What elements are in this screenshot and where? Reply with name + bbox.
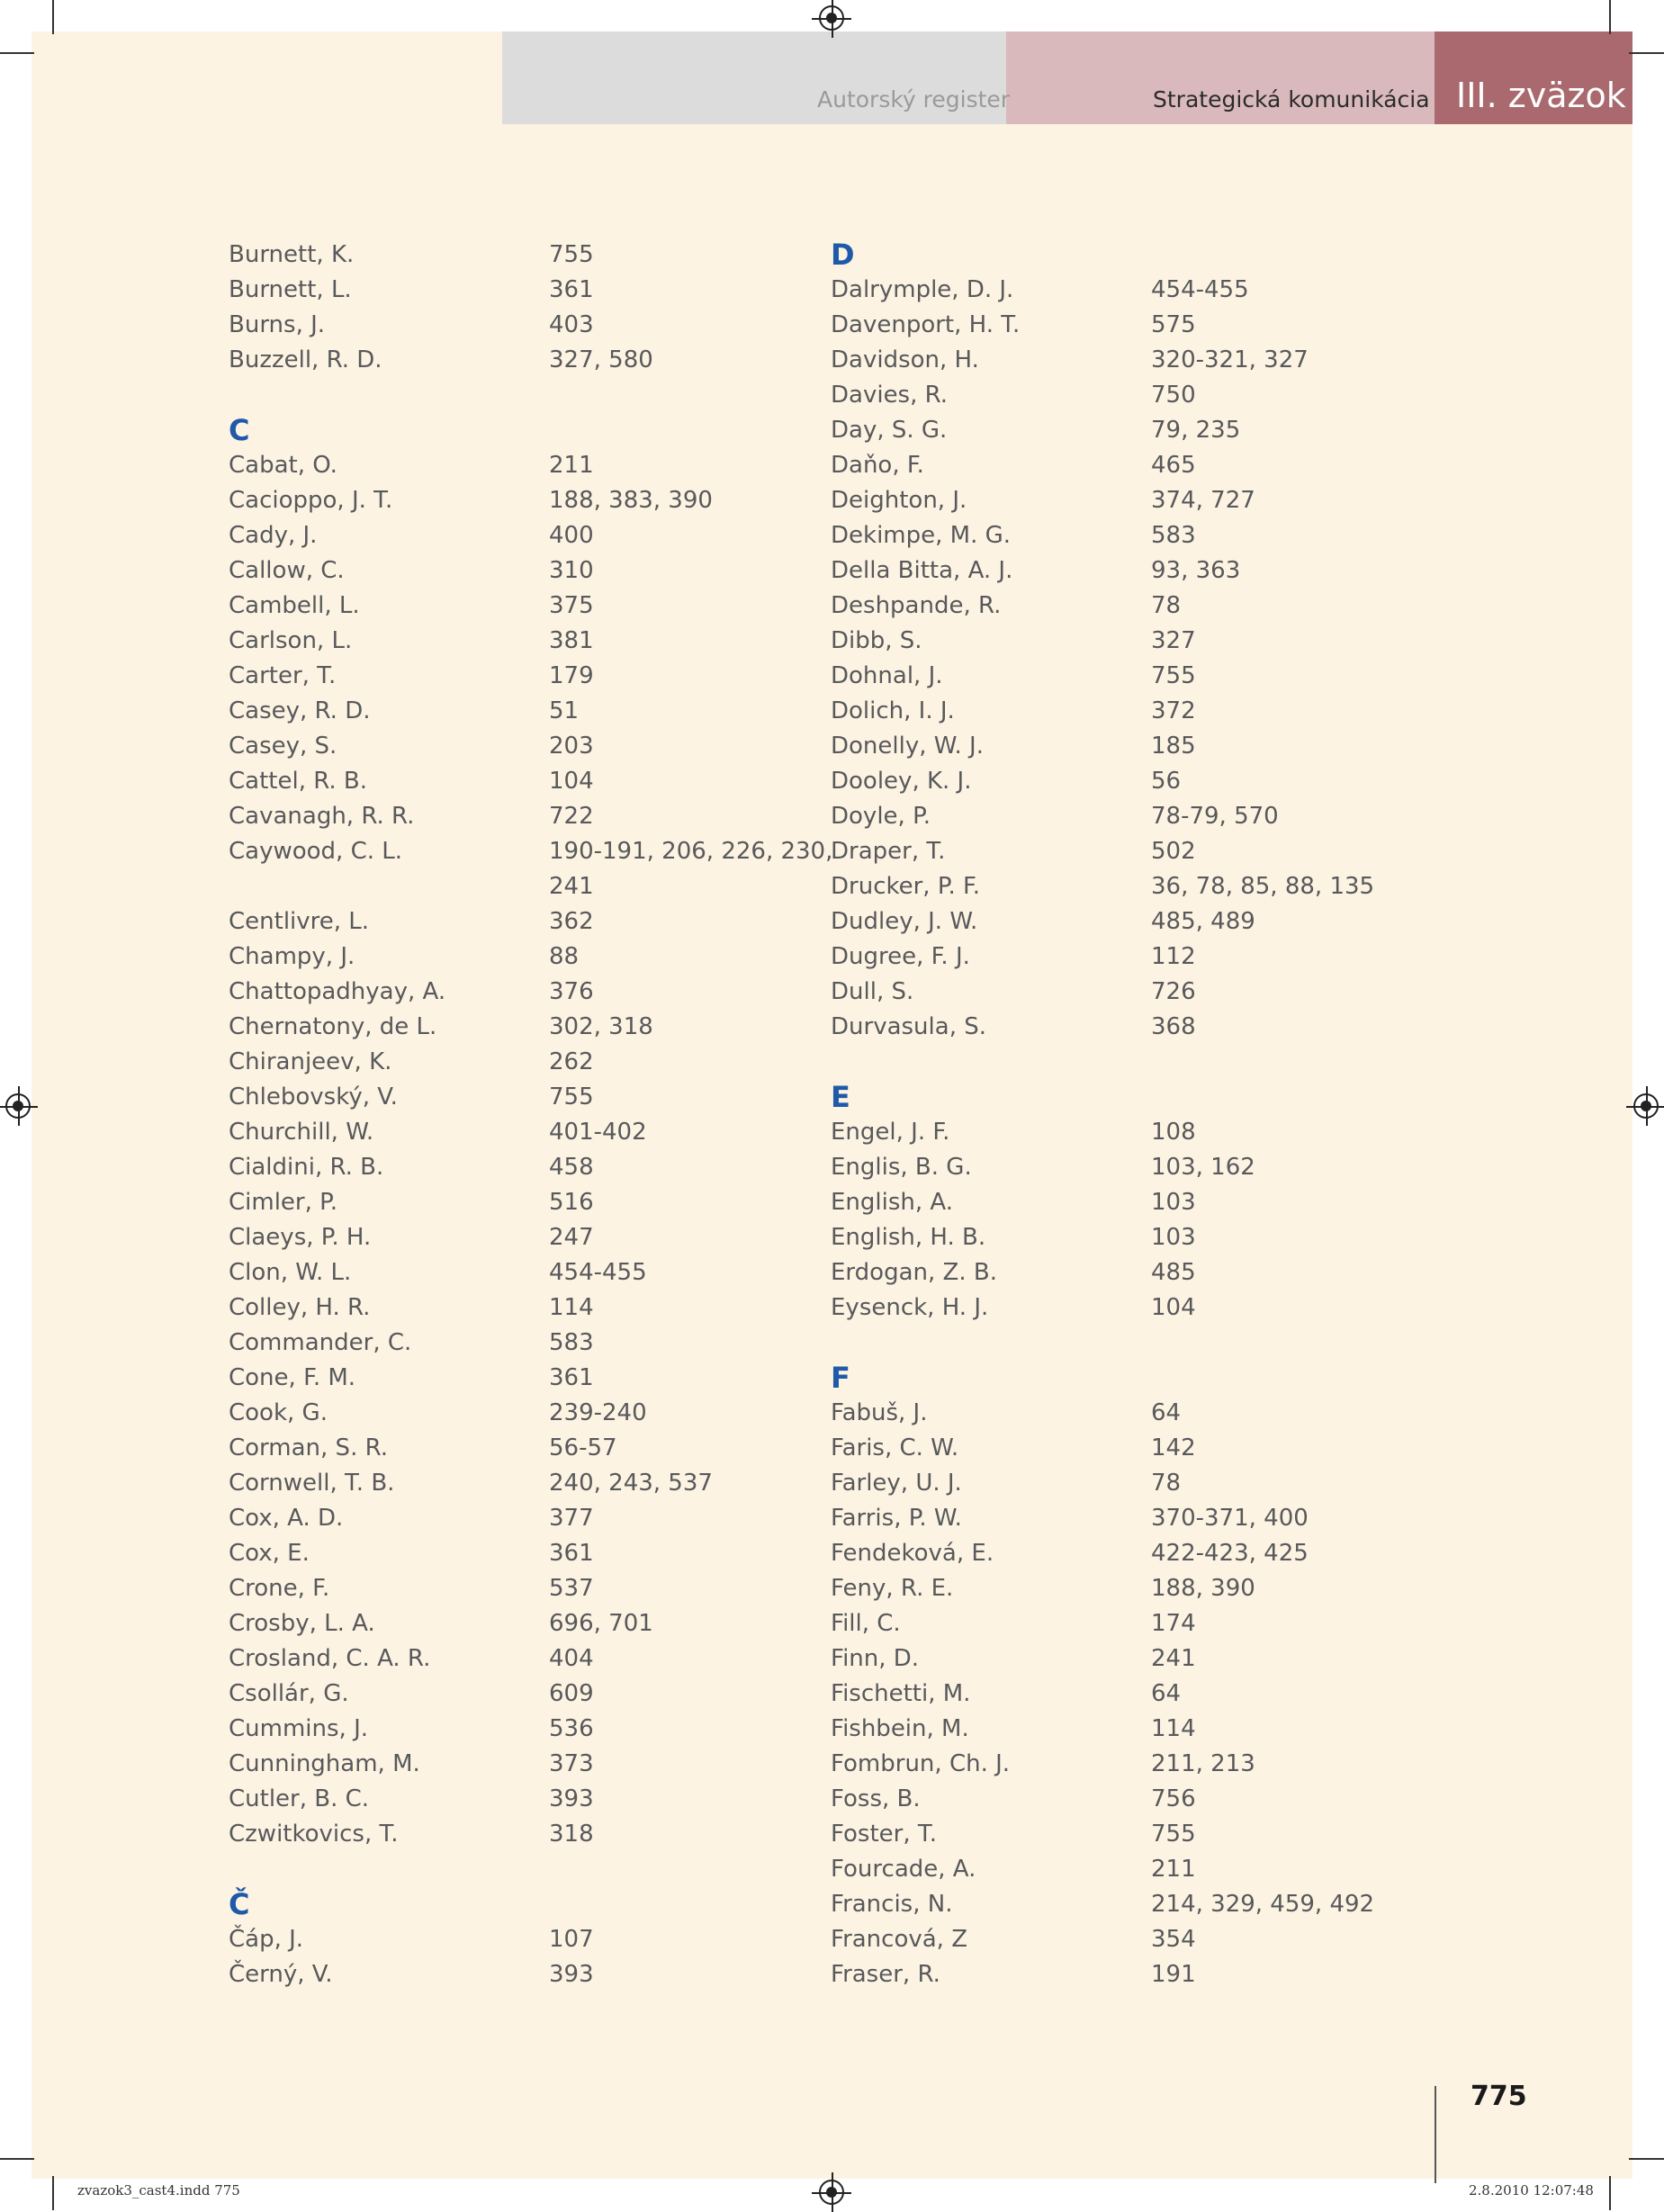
author-name: English, A.: [831, 1189, 954, 1216]
author-name: Burns, J.: [229, 311, 326, 338]
author-name: Burnett, L.: [229, 276, 352, 303]
page-references: 214, 329, 459, 492: [1151, 1891, 1375, 1918]
page-references: 722: [549, 803, 594, 830]
author-name: Cornwell, T. B.: [229, 1470, 395, 1497]
page-references: 750: [1151, 382, 1196, 409]
author-name: Carlson, L.: [229, 627, 353, 654]
page-references: 179: [549, 662, 594, 689]
author-name: Casey, S.: [229, 733, 337, 760]
author-name: Burnett, K.: [229, 241, 355, 268]
author-name: Draper, T.: [831, 838, 946, 865]
page-references: 575: [1151, 311, 1196, 338]
page-references: 239-240: [549, 1399, 647, 1426]
author-name: Cummins, J.: [229, 1715, 368, 1742]
author-name: Chiranjeev, K.: [229, 1048, 392, 1075]
author-name: Cox, E.: [229, 1540, 310, 1567]
page-references: 583: [549, 1329, 594, 1356]
author-name: Francová, Z: [831, 1926, 968, 1953]
page-references: 320-321, 327: [1151, 346, 1309, 373]
author-name: Deshpande, R.: [831, 592, 1002, 619]
author-name: Daňo, F.: [831, 452, 924, 479]
page-references: 502: [1151, 838, 1196, 865]
page-references: 211: [549, 452, 594, 479]
author-name: Crosby, L. A.: [229, 1610, 375, 1637]
letter-heading: Č: [229, 1887, 250, 1921]
author-name: Corman, S. R.: [229, 1434, 388, 1461]
author-name: Cady, J.: [229, 522, 318, 549]
page-references: 64: [1151, 1399, 1182, 1426]
page-references: 190-191, 206, 226, 230,: [549, 838, 833, 865]
author-name: Davidson, H.: [831, 346, 979, 373]
page-references: 361: [549, 1540, 594, 1567]
author-name: Chlebovský, V.: [229, 1084, 398, 1110]
author-name: Fraser, R.: [831, 1961, 940, 1988]
page-references: 381: [549, 627, 594, 654]
author-name: Dekimpe, M. G.: [831, 522, 1012, 549]
author-name: Cimler, P.: [229, 1189, 338, 1216]
page-references: 362: [549, 908, 594, 935]
author-name: Dohnal, J.: [831, 662, 943, 689]
page-references: 241: [549, 873, 594, 900]
author-name: Cialdini, R. B.: [229, 1154, 384, 1181]
author-name: Dibb, S.: [831, 627, 922, 654]
page-references: 485: [1151, 1259, 1196, 1286]
page-references: 361: [549, 276, 594, 303]
page-references: 211: [1151, 1856, 1196, 1883]
author-name: Fabuš, J.: [831, 1399, 928, 1426]
author-name: Cacioppo, J. T.: [229, 487, 393, 514]
page-references: 726: [1151, 978, 1196, 1005]
author-name: Cone, F. M.: [229, 1364, 356, 1391]
author-name: Erdogan, Z. B.: [831, 1259, 997, 1286]
page-references: 241: [1151, 1645, 1196, 1672]
registration-mark-icon: [1633, 1093, 1659, 1119]
author-name: Durvasula, S.: [831, 1013, 986, 1040]
page-references: 361: [549, 1364, 594, 1391]
author-name: Fendeková, E.: [831, 1540, 994, 1567]
page-references: 188, 390: [1151, 1575, 1255, 1602]
page-references: 374, 727: [1151, 487, 1255, 514]
page-references: 247: [549, 1224, 594, 1251]
author-name: Donelly, W. J.: [831, 733, 984, 760]
page-references: 318: [549, 1821, 594, 1848]
author-name: Drucker, P. F.: [831, 873, 981, 900]
page-references: 302, 318: [549, 1013, 653, 1040]
page-references: 404: [549, 1645, 594, 1672]
author-name: Dooley, K. J.: [831, 768, 972, 795]
author-name: Francis, N.: [831, 1891, 953, 1918]
page-references: 755: [1151, 662, 1196, 689]
author-name: English, H. B.: [831, 1224, 986, 1251]
page-references: 609: [549, 1680, 594, 1707]
page-references: 403: [549, 311, 594, 338]
author-name: Della Bitta, A. J.: [831, 557, 1013, 584]
author-name: Fill, C.: [831, 1610, 901, 1637]
author-name: Cunningham, M.: [229, 1750, 420, 1777]
crop-mark: [1629, 2158, 1664, 2160]
author-name: Foss, B.: [831, 1785, 921, 1812]
letter-heading: D: [831, 238, 855, 272]
page-references: 310: [549, 557, 594, 584]
author-name: Buzzell, R. D.: [229, 346, 382, 373]
page-references: 755: [1151, 1821, 1196, 1848]
page-references: 112: [1151, 943, 1196, 970]
author-name: Dugree, F. J.: [831, 943, 970, 970]
author-name: Farley, U. J.: [831, 1470, 962, 1497]
page-references: 583: [1151, 522, 1196, 549]
crop-mark: [1629, 52, 1664, 54]
page-references: 211, 213: [1151, 1750, 1255, 1777]
author-name: Cambell, L.: [229, 592, 360, 619]
author-name: Cabat, O.: [229, 452, 337, 479]
page-references: 327: [1151, 627, 1196, 654]
running-header-volume: III. zväzok: [1456, 76, 1626, 115]
page-references: 458: [549, 1154, 594, 1181]
author-name: Cook, G.: [229, 1399, 328, 1426]
registration-mark-icon: [819, 5, 844, 31]
running-header-section: Autorský register: [817, 86, 1011, 112]
crop-mark: [1609, 2176, 1611, 2210]
author-name: Day, S. G.: [831, 417, 948, 444]
crop-mark: [52, 0, 54, 34]
author-name: Feny, R. E.: [831, 1575, 954, 1602]
page-references: 465: [1151, 452, 1196, 479]
author-name: Dull, S.: [831, 978, 914, 1005]
author-name: Cattel, R. B.: [229, 768, 367, 795]
author-name: Dolich, I. J.: [831, 697, 955, 724]
running-header-topic: Strategická komunikácia: [1153, 86, 1430, 112]
author-name: Eysenck, H. J.: [831, 1294, 989, 1321]
author-name: Centlivre, L.: [229, 908, 370, 935]
page-references: 188, 383, 390: [549, 487, 713, 514]
page-references: 103: [1151, 1189, 1196, 1216]
page-references: 368: [1151, 1013, 1196, 1040]
author-name: Deighton, J.: [831, 487, 967, 514]
author-name: Csollár, G.: [229, 1680, 349, 1707]
page-references: 327, 580: [549, 346, 653, 373]
page-references: 93, 363: [1151, 557, 1241, 584]
page-references: 114: [549, 1294, 594, 1321]
page-references: 191: [1151, 1961, 1196, 1988]
author-name: Callow, C.: [229, 557, 345, 584]
page-references: 370-371, 400: [1151, 1505, 1309, 1532]
author-name: Englis, B. G.: [831, 1154, 972, 1181]
author-name: Fombrun, Ch. J.: [831, 1750, 1011, 1777]
author-name: Čáp, J.: [229, 1926, 304, 1953]
crop-mark: [52, 2176, 54, 2210]
author-name: Carter, T.: [229, 662, 337, 689]
author-name: Commander, C.: [229, 1329, 412, 1356]
author-name: Fishbein, M.: [831, 1715, 969, 1742]
author-name: Casey, R. D.: [229, 697, 371, 724]
registration-mark-icon: [5, 1093, 31, 1119]
author-name: Crone, F.: [229, 1575, 330, 1602]
slug-date-info: 2.8.2010 12:07:48: [1469, 2182, 1594, 2199]
author-name: Claeys, P. H.: [229, 1224, 372, 1251]
author-name: Černý, V.: [229, 1961, 333, 1988]
page-references: 174: [1151, 1610, 1196, 1637]
page-references: 142: [1151, 1434, 1196, 1461]
page-references: 485, 489: [1151, 908, 1255, 935]
page-references: 78: [1151, 592, 1182, 619]
author-name: Farris, P. W.: [831, 1505, 962, 1532]
author-name: Clon, W. L.: [229, 1259, 352, 1286]
footer-rule: [1435, 2086, 1436, 2183]
author-name: Engel, J. F.: [831, 1119, 950, 1146]
page-references: 56: [1151, 768, 1182, 795]
page-references: 376: [549, 978, 594, 1005]
page-references: 107: [549, 1926, 594, 1953]
page-references: 372: [1151, 697, 1196, 724]
page-references: 696, 701: [549, 1610, 653, 1637]
author-name: Colley, H. R.: [229, 1294, 371, 1321]
author-name: Doyle, P.: [831, 803, 931, 830]
page-references: 755: [549, 241, 594, 268]
page-references: 536: [549, 1715, 594, 1742]
author-name: Caywood, C. L.: [229, 838, 403, 865]
page-references: 79, 235: [1151, 417, 1241, 444]
page-references: 375: [549, 592, 594, 619]
page-references: 756: [1151, 1785, 1196, 1812]
page-references: 78: [1151, 1470, 1182, 1497]
author-name: Cutler, B. C.: [229, 1785, 370, 1812]
author-name: Cox, A. D.: [229, 1505, 344, 1532]
author-name: Fischetti, M.: [831, 1680, 971, 1707]
page-references: 537: [549, 1575, 594, 1602]
page-references: 104: [1151, 1294, 1196, 1321]
page-references: 88: [549, 943, 580, 970]
page-references: 422-423, 425: [1151, 1540, 1309, 1567]
page-references: 56-57: [549, 1434, 617, 1461]
author-name: Foster, T.: [831, 1821, 937, 1848]
page-references: 240, 243, 537: [549, 1470, 713, 1497]
page-references: 36, 78, 85, 88, 135: [1151, 873, 1375, 900]
page-references: 454-455: [549, 1259, 647, 1286]
page-references: 78-79, 570: [1151, 803, 1279, 830]
page-references: 393: [549, 1785, 594, 1812]
author-name: Cavanagh, R. R.: [229, 803, 415, 830]
crop-mark: [1609, 0, 1611, 34]
page-references: 400: [549, 522, 594, 549]
page-references: 516: [549, 1189, 594, 1216]
letter-heading: F: [831, 1361, 850, 1395]
page-references: 373: [549, 1750, 594, 1777]
author-name: Davenport, H. T.: [831, 311, 1021, 338]
page-references: 51: [549, 697, 580, 724]
registration-mark-icon: [819, 2180, 844, 2205]
page-number: 775: [1471, 2081, 1527, 2112]
page-references: 755: [549, 1084, 594, 1110]
page-references: 401-402: [549, 1119, 647, 1146]
page-references: 108: [1151, 1119, 1196, 1146]
crop-mark: [0, 52, 34, 54]
author-name: Faris, C. W.: [831, 1434, 959, 1461]
page-references: 377: [549, 1505, 594, 1532]
page-references: 203: [549, 733, 594, 760]
page-references: 64: [1151, 1680, 1182, 1707]
letter-heading: E: [831, 1080, 850, 1114]
letter-heading: C: [229, 413, 250, 447]
page-references: 354: [1151, 1926, 1196, 1953]
author-name: Churchill, W.: [229, 1119, 374, 1146]
slug-file-info: zvazok3_cast4.indd 775: [77, 2182, 240, 2199]
author-name: Champy, J.: [229, 943, 355, 970]
page-references: 103: [1151, 1224, 1196, 1251]
author-name: Dudley, J. W.: [831, 908, 978, 935]
author-name: Czwitkovics, T.: [229, 1821, 399, 1848]
page-references: 393: [549, 1961, 594, 1988]
page-references: 454-455: [1151, 276, 1249, 303]
author-name: Crosland, C. A. R.: [229, 1645, 431, 1672]
page-references: 103, 162: [1151, 1154, 1255, 1181]
page-references: 104: [549, 768, 594, 795]
author-name: Fourcade, A.: [831, 1856, 976, 1883]
page-references: 262: [549, 1048, 594, 1075]
author-name: Davies, R.: [831, 382, 949, 409]
author-name: Chernatony, de L.: [229, 1013, 437, 1040]
author-name: Dalrymple, D. J.: [831, 276, 1014, 303]
crop-mark: [0, 2158, 34, 2160]
author-name: Chattopadhyay, A.: [229, 978, 446, 1005]
page-references: 114: [1151, 1715, 1196, 1742]
author-name: Finn, D.: [831, 1645, 920, 1672]
page-references: 185: [1151, 733, 1196, 760]
